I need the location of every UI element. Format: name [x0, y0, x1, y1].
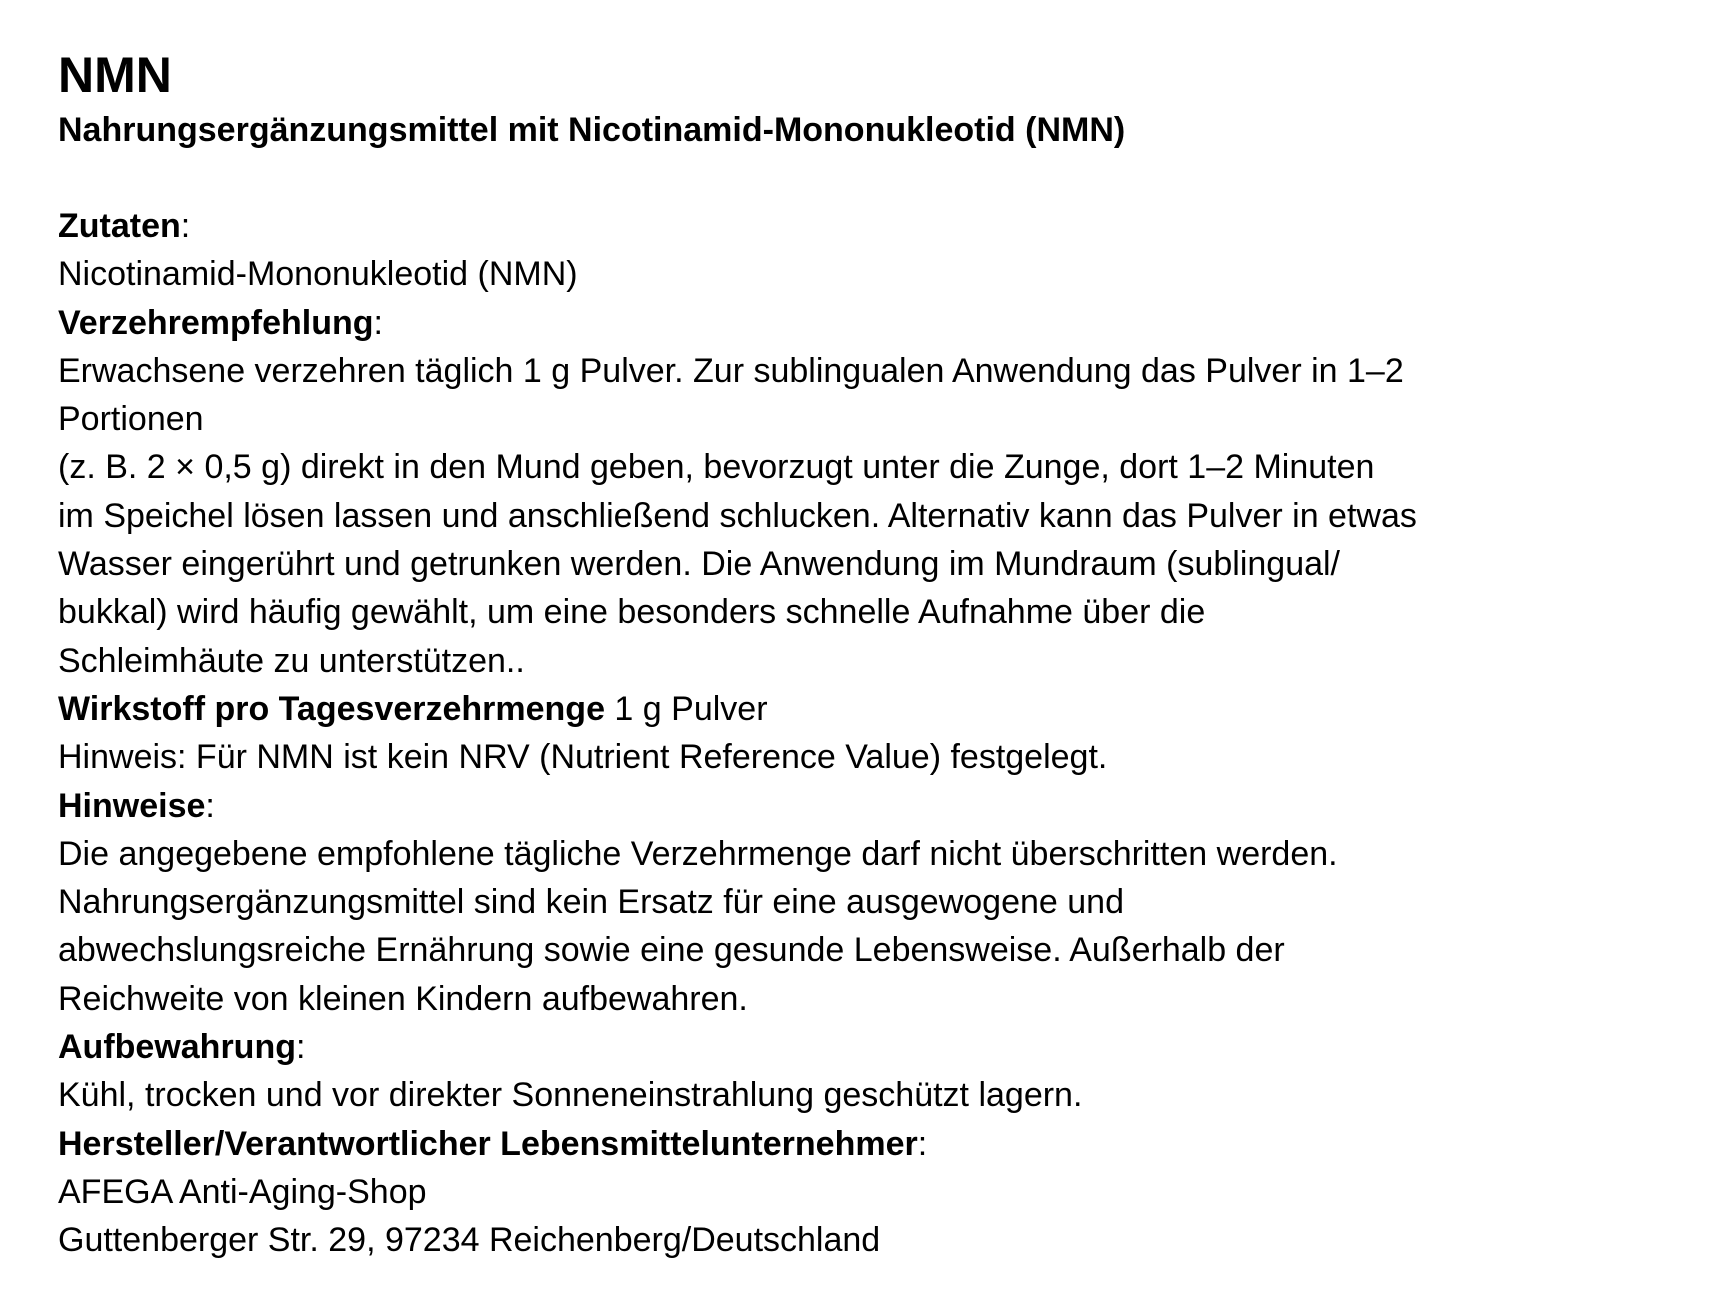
hinweise-line: Die angegebene empfohlene tägliche Verzehrmenge darf nicht überschritten werden.: [58, 834, 1338, 873]
zutaten-colon: :: [180, 207, 191, 245]
verzehrempfehlung-colon: :: [373, 303, 383, 342]
hersteller-address: Guttenberger Str. 29, 97234 Reichenberg/Deutschland: [58, 1221, 881, 1260]
product-title: NMN: [58, 47, 172, 103]
hinweise-line: Nahrungsergänzungsmittel sind kein Ersatz für eine ausgewogene und: [58, 883, 1124, 922]
verzehrempfehlung-line: bukkal) wird häufig gewählt, um eine besonders schnelle Aufnahme über die: [58, 593, 1206, 632]
verzehrempfehlung-line: im Speichel lösen lassen und anschließend schlucken. Alternativ kann das Pulver in etwas: [58, 496, 1417, 535]
wirkstoff-note: Hinweis: Für NMN ist kein NRV (Nutrient Reference Value) festgelegt.: [58, 738, 1108, 777]
wirkstoff-label: Wirkstoff pro Tagesverzehrmenge: [58, 689, 605, 728]
hinweise-label: Hinweise: [58, 786, 206, 825]
hinweise-line: Reichweite von kleinen Kindern aufbewahren.: [58, 979, 748, 1018]
hersteller-heading: [58, 1120, 1678, 1168]
spacer: [58, 154, 1678, 202]
wirkstoff-row: [58, 685, 1678, 733]
verzehrempfehlung-line: Schleimhäute zu unterstützen..: [58, 641, 525, 680]
zutaten-text: Nicotinamid-Mononukleotid (NMN): [58, 255, 578, 294]
verzehrempfehlung-label: Verzehrempfehlung: [58, 303, 374, 342]
hersteller-name: AFEGA Anti-Aging-Shop: [58, 1172, 427, 1211]
aufbewahrung-heading: [58, 1023, 1678, 1071]
verzehrempfehlung-line: Wasser eingerührt und getrunken werden. Die Anwendung im Mundraum (sublingual/: [58, 545, 1341, 584]
zutaten-label: Zutaten: [58, 207, 181, 245]
hersteller-colon: :: [917, 1124, 928, 1163]
product-info-document: [58, 44, 1678, 1265]
hinweise-heading: [58, 782, 1678, 830]
aufbewahrung-text: Kühl, trocken und vor direkter Sonneneinstrahlung geschützt lagern.: [58, 1076, 1083, 1115]
hersteller-label: Hersteller/Verantwortlicher Lebensmittelunternehmer: [58, 1124, 918, 1163]
aufbewahrung-label: Aufbewahrung: [58, 1028, 296, 1067]
hinweise-line: abwechslungsreiche Ernährung sowie eine gesunde Lebensweise. Außerhalb der: [58, 931, 1285, 970]
product-subtitle: Nahrungsergänzungsmittel mit Nicotinamid-Mononukleotid (NMN): [58, 111, 1126, 149]
verzehrempfehlung-heading: [58, 299, 1678, 347]
verzehrempfehlung-line: (z. B. 2 × 0,5 g) direkt in den Mund geben, bevorzugt unter die Zunge, dort 1–2 Minuten: [58, 448, 1375, 487]
verzehrempfehlung-line: Erwachsene verzehren täglich 1 g Pulver. Zur sublingualen Anwendung das Pulver in 1–2: [58, 351, 1404, 390]
hinweise-colon: :: [205, 786, 215, 825]
aufbewahrung-colon: :: [295, 1028, 306, 1067]
wirkstoff-value: 1 g Pulver: [604, 689, 768, 728]
verzehrempfehlung-line: Portionen: [58, 400, 204, 439]
zutaten-heading: [58, 202, 1678, 250]
